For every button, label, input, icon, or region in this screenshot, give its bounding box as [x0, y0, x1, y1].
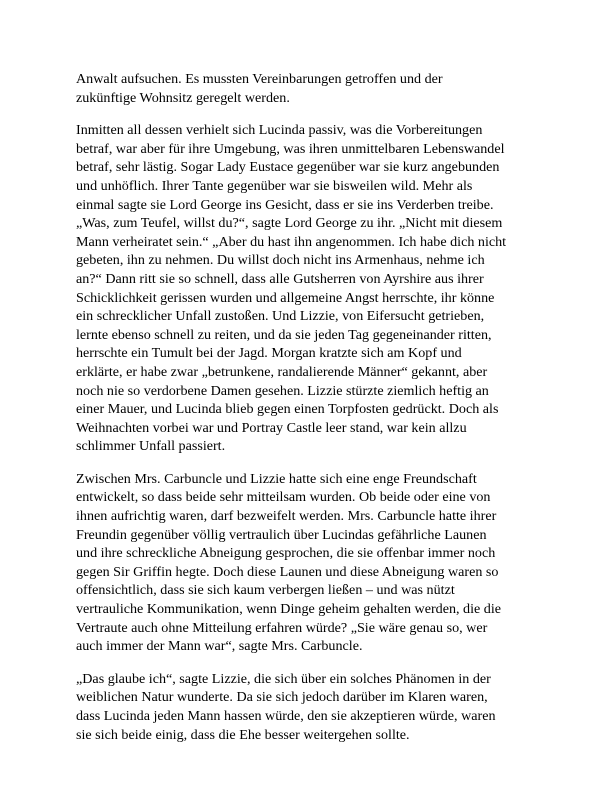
- paragraph-4: „Das glaube ich“, sagte Lizzie, die sich über ein solches Phänomen in der weiblichen Natur wunderte. Da sie sich jedoch darüber im Klaren waren, dass Lucinda jeden Mann hassen würde, den sie akzeptieren würde, waren sie sich beide einig, dass die Ehe besser weitergehen sollte.: [76, 670, 496, 743]
- document-page: [76, 70, 544, 758]
- paragraph-1: Anwalt aufsuchen. Es mussten Vereinbarungen getroffen und der zukünftige Wohnsitz geregelt werden.: [76, 71, 443, 106]
- paragraph-2: Inmitten all dessen verhielt sich Lucinda passiv, was die Vorbereitungen betraf, war aber für ihre Umgebung, was ihren unmittelbaren Lebenswandel betraf, sehr lästig. Sogar Lady Eustace gegenüber war sie kurz angebunden und unhöflich. Ihrer Tante gegenüber war sie bisweilen wild. Mehr als einmal sagte sie Lord George ins Gesicht, dass er sie ins Verderben treibe. „Was, zum Teufel, willst du?“, sagte Lord George zu ihr. „Nicht mit diesem Mann verheiratet sein.“ „Aber du hast ihn angenommen. Ich habe dich nicht gebeten, ihn zu nehmen. Du willst doch nicht ins Armenhaus, nehme ich an?“ Dann ritt sie so schnell, dass alle Gutsherren von Ayrshire aus ihrer Schicklichkeit gerissen wurden und allgemeine Angst herrschte, ihr könne ein schrecklicher Unfall zustoßen. Und Lizzie, von Eifersucht getrieben, lernte ebenso schnell zu reiten, und da sie jeden Tag gegeneinander ritten, herrschte ein Tumult bei der Jagd. Morgan kratzte sich am Kopf und erklärte, er habe zwar „betrunkene, randalierende Männer“ gekannt, aber noch nie so verdorbene Damen gesehen. Lizzie stürzte ziemlich heftig an einer Mauer, und Lucinda blieb gegen einen Torpfosten gedrückt. Doch als Weihnachten vorbei war und Portray Castle leer stand, war kein allzu schlimmer Unfall passiert.: [76, 122, 507, 455]
- paragraph-3: Zwischen Mrs. Carbuncle und Lizzie hatte sich eine enge Freundschaft entwickelt, so dass beide sehr mitteilsam wurden. Ob beide oder eine von ihnen aufrichtig waren, darf bezweifelt werden. Mrs. Carbuncle hatte ihrer Freundin gegenüber völlig vertraulich über Lucindas gefährliche Launen und ihre schreckliche Abneigung gesprochen, die sie offenbar immer noch gegen Sir Griffin hegte. Doch diese Launen und diese Abneigung waren so offensichtlich, dass sie sich kaum verbergen ließen – und was nützt vertrauliche Kommunikation, wenn Dinge geheim gehalten werden, die die Vertraute auch ohne Mitteilung erfahren würde? „Sie wäre genau so, wer auch immer der Mann war“, sagte Mrs. Carbuncle.: [76, 470, 502, 655]
